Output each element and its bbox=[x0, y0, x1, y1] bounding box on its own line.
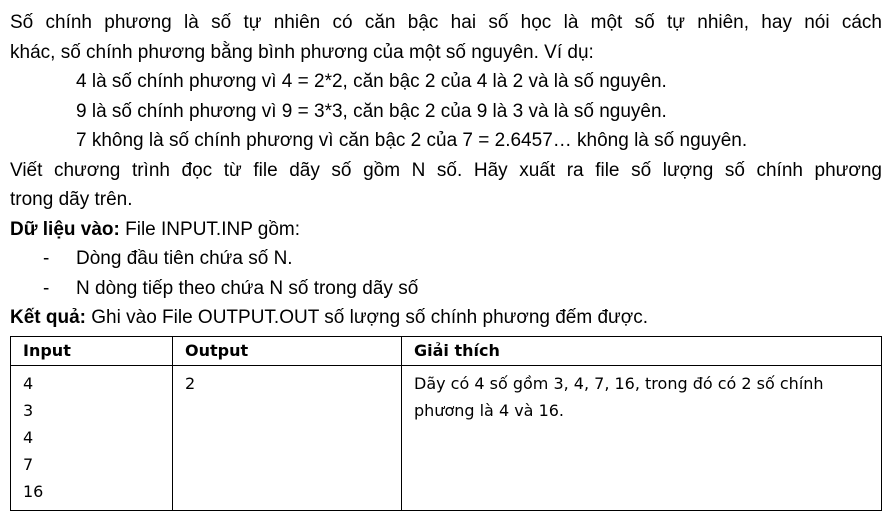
task-line-2: trong dãy trên. bbox=[10, 189, 133, 210]
input-cell bbox=[11, 366, 173, 511]
input-value: 7 bbox=[23, 455, 34, 474]
output-value: 2 bbox=[185, 374, 196, 393]
output-spec-text: Ghi vào File OUTPUT.OUT số lượng số chính phương đếm được. bbox=[86, 307, 649, 328]
header-output: Output bbox=[173, 337, 402, 366]
header-input: Input bbox=[11, 337, 173, 366]
input-value: 3 bbox=[23, 401, 34, 420]
output-cell bbox=[173, 366, 402, 511]
input-value: 4 bbox=[23, 374, 34, 393]
task-line-1: Viết chương trình đọc từ file dãy số gồm N số. Hãy xuất ra file số lượng số chính phương bbox=[10, 159, 882, 181]
table-header-row bbox=[11, 337, 882, 366]
problem-statement bbox=[10, 8, 882, 333]
input-bullet-1 bbox=[10, 244, 882, 274]
input-value: 16 bbox=[23, 482, 44, 501]
example-line-1: 4 là số chính phương vì 4 = 2*2, căn bậc 2 của 4 là 2 và là số nguyên. bbox=[76, 71, 667, 92]
bullet-dash: - bbox=[43, 277, 50, 299]
header-explanation: Giải thích bbox=[402, 337, 882, 366]
example-table bbox=[10, 336, 882, 511]
explanation-cell bbox=[402, 366, 882, 511]
table-row bbox=[11, 366, 882, 511]
intro-line-1: Số chính phương là số tự nhiên có căn bậc hai số học là một số tự nhiên, hay nói cách bbox=[10, 12, 882, 33]
explanation-line: Dãy có 4 số gồm 3, 4, 7, 16, trong đó có 2 số chính bbox=[414, 374, 824, 393]
explanation-line: phương là 4 và 16. bbox=[414, 401, 565, 420]
example-line-2: 9 là số chính phương vì 9 = 3*3, căn bậc 2 của 9 là 3 và là số nguyên. bbox=[76, 100, 667, 122]
bullet-text: N dòng tiếp theo chứa N số trong dãy số bbox=[76, 277, 419, 299]
input-bullet-2 bbox=[10, 274, 882, 304]
intro-line-2: khác, số chính phương bằng bình phương của một số nguyên. Ví dụ: bbox=[10, 41, 594, 63]
input-spec bbox=[10, 215, 882, 245]
input-value: 4 bbox=[23, 428, 34, 447]
bullet-dash: - bbox=[43, 248, 50, 269]
input-spec-text: File INPUT.INP gồm: bbox=[119, 218, 301, 240]
output-spec-label: Kết quả: bbox=[10, 307, 86, 328]
bullet-text: Dòng đầu tiên chứa số N. bbox=[76, 248, 293, 269]
input-spec-label: Dữ liệu vào: bbox=[10, 218, 120, 240]
output-spec bbox=[10, 303, 882, 333]
example-line-3: 7 không là số chính phương vì căn bậc 2 của 7 = 2.6457… không là số nguyên. bbox=[76, 130, 748, 151]
